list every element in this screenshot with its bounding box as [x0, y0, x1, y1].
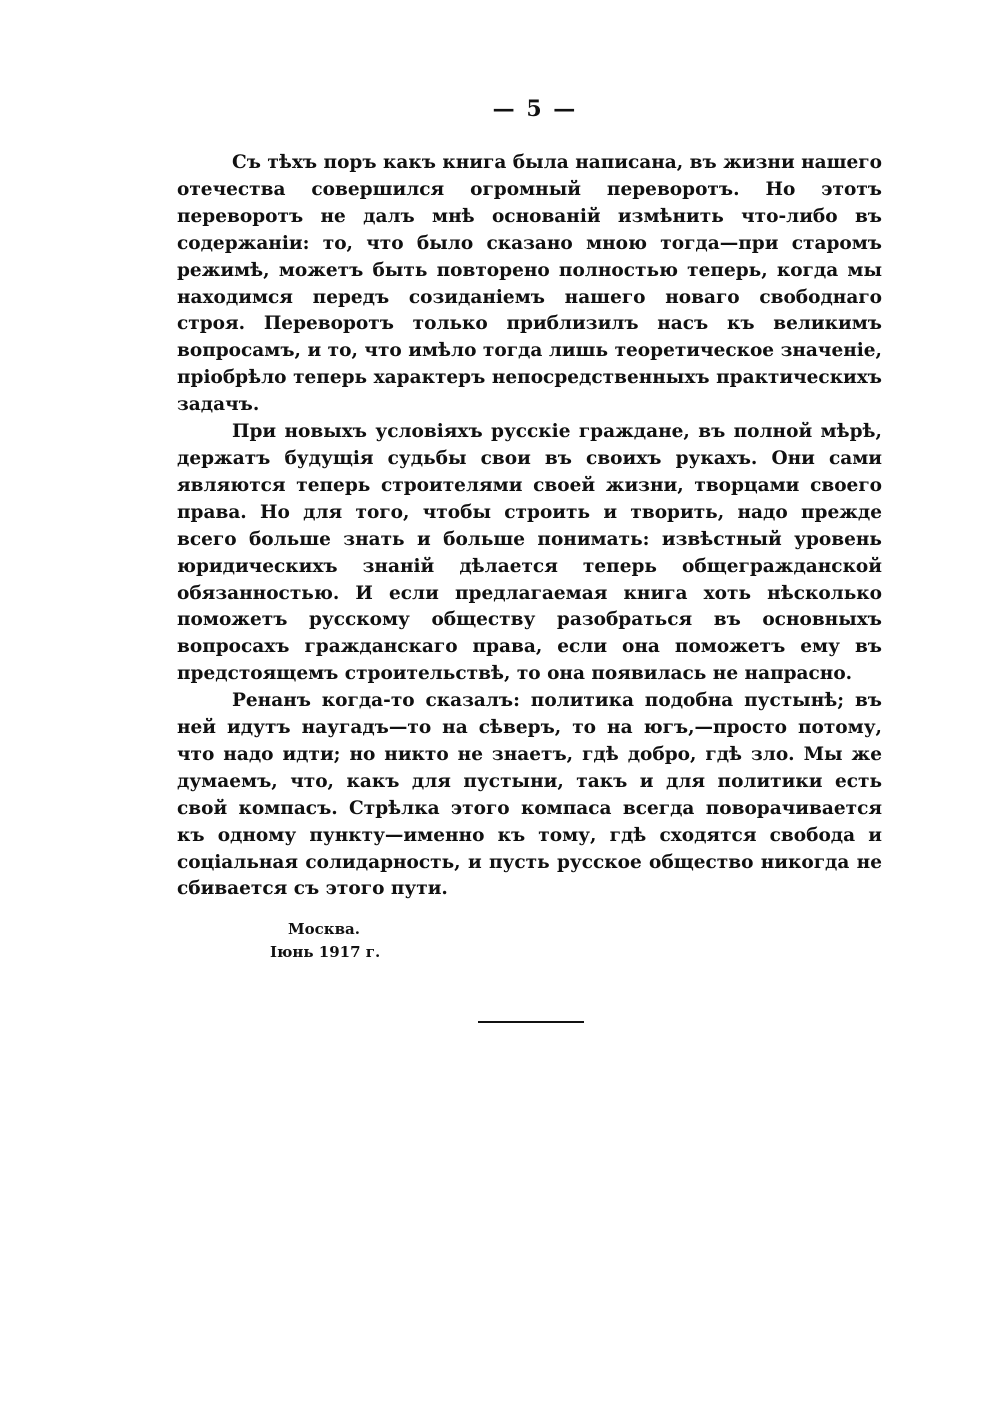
body-text [177, 150, 882, 903]
signature-block [270, 918, 380, 964]
signature-date: Іюнь 1917 г. [270, 943, 381, 961]
end-rule-divider [478, 1021, 584, 1023]
paragraph-1: Съ тѣхъ поръ какъ книга была написана, въ жизни нашего отечества совершился огромный переворотъ. Но этотъ переворотъ не далъ мнѣ основаній измѣнить что-либо въ содержаніи: то, что было сказано мною тогда—при старомъ режимѣ, можетъ быть повторено полностью теперь, когда мы находимся передъ созиданіемъ нашего новаго свободнаго строя. Переворотъ только приблизилъ насъ къ великимъ вопросамъ, и то, что имѣло тогда лишь теоретическое значеніе, пріобрѣло теперь характеръ непосредственныхъ практическихъ задачъ. [177, 152, 882, 416]
signature-city: Москва. [288, 920, 360, 938]
page-number: — 5 — [492, 96, 578, 122]
paragraph-2: При новыхъ условіяхъ русскіе граждане, въ полной мѣрѣ, держатъ будущія судьбы свои въ своихъ рукахъ. Они сами являются теперь строителями своей жизни, творцами своего права. Но для того, чтобы строить и творить, надо прежде всего больше знать и больше понимать: извѣстный уровень юридическихъ знаній дѣлается теперь общегражданской обязанностью. И если предлагаемая книга хоть нѣсколько поможетъ русскому обществу разобраться въ основныхъ вопросахъ гражданскаго права, если она поможетъ ему въ предстоящемъ строительствѣ, то она появилась не напрасно. [177, 421, 882, 685]
paragraph-3: Ренанъ когда-то сказалъ: политика подобна пустынѣ; въ ней идутъ наугадъ—то на сѣверъ, то на югъ,—просто потому, что надо идти; но никто не знаетъ, гдѣ добро, гдѣ зло. Мы же думаемъ, что, какъ для пустыни, такъ и для политики есть свой компасъ. Стрѣлка этого компаса всегда поворачивается къ одному пункту—именно къ тому, гдѣ сходятся свобода и соціальная солидарность, и пусть русское общество никогда не сбивается съ этого пути. [177, 690, 882, 900]
